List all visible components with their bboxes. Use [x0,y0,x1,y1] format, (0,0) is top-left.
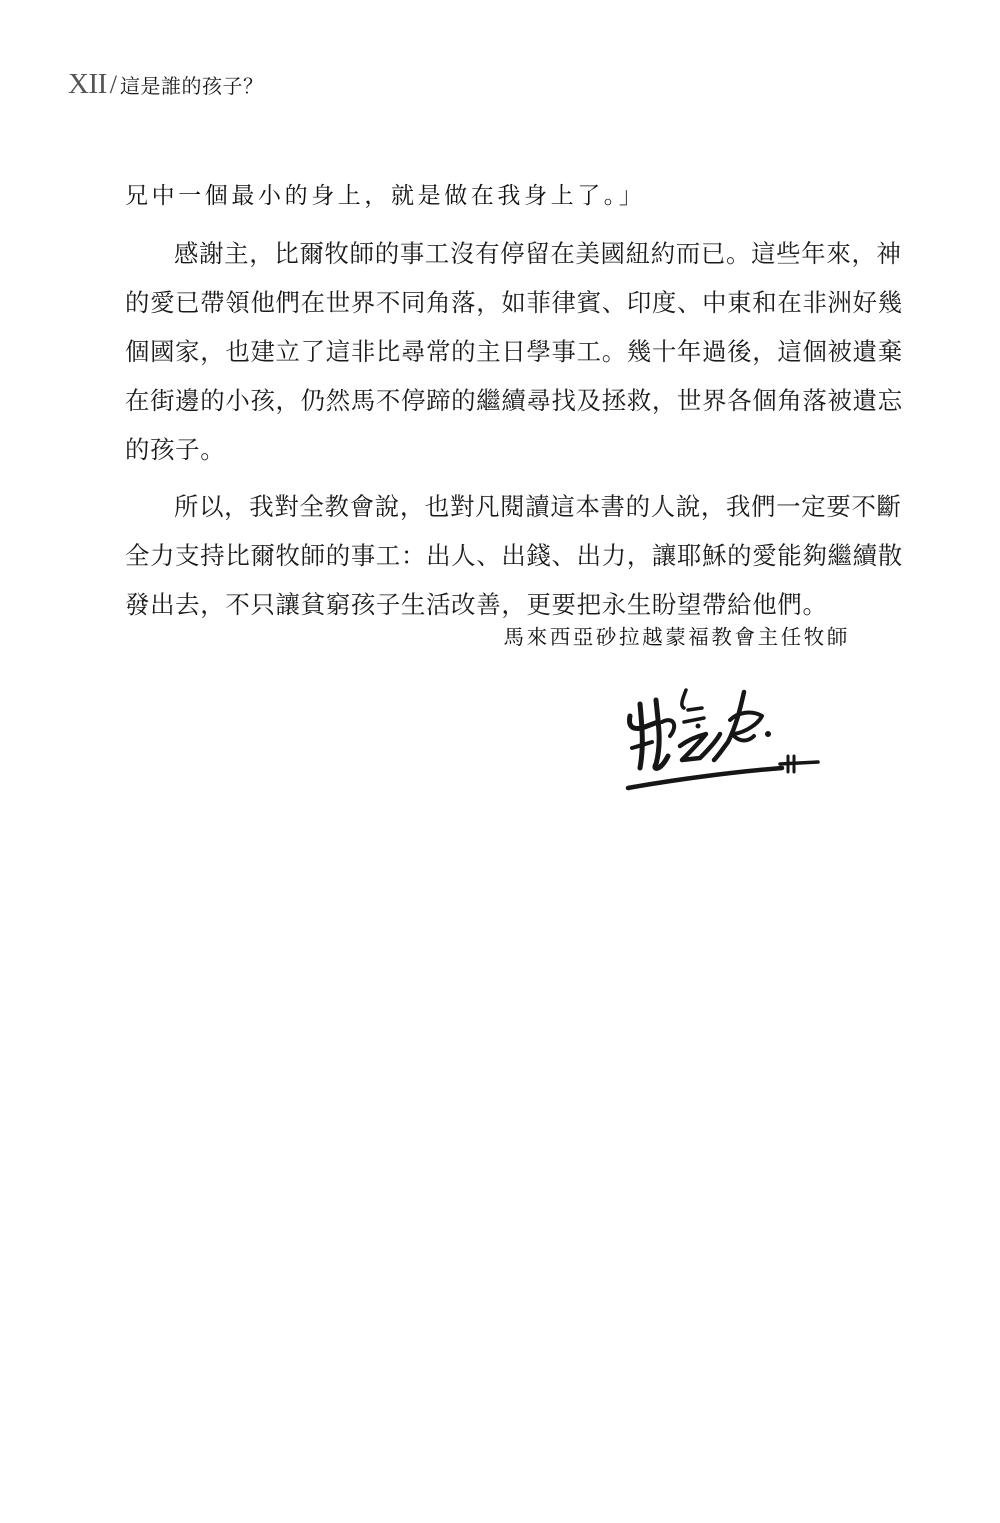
text-line: 發出去，不只讓貧窮孩子生活改善，更要把永生盼望帶給他們。 [125,590,828,619]
running-head-separator: / [109,70,117,99]
text-line: 全力支持比爾牧師的事工：出人、出錢、出力，讓耶穌的愛能夠繼續散 [125,541,903,570]
paragraph-gap [125,474,853,482]
book-title: 這是誰的孩子？ [120,74,264,98]
running-head [68,68,264,102]
signatory-title: 馬來西亞砂拉越蒙福教會主任牧師 [503,625,850,649]
text-line: 個國家，也建立了這非比尋常的主日學事工。幾十年過後，這個被遺棄 [125,337,903,366]
page-number-folio: XII [68,68,107,100]
text-line-paragraph-2-start: 所以，我對全教會說，也對凡閱讀這本書的人說，我們一定要不斷 [174,492,902,521]
handwritten-signature-icon [622,686,822,796]
text-line: 的愛已帶領他們在世界不同角落，如菲律賓、印度、中東和在非洲好幾 [125,288,903,317]
text-line-quote-end: 兄中一個最小的身上，就是做在我身上了。」 [125,183,646,209]
text-line: 在街邊的小孩，仍然馬不停蹄的繼續尋找及拯救，世界各個角落被遺忘 [125,386,903,415]
paragraph-gap [125,221,853,229]
text-line-paragraph-1-start: 感謝主，比爾牧師的事工沒有停留在美國紐約而已。這些年來，神 [174,239,902,268]
text-line: 的孩子。 [125,435,226,464]
body-text [125,172,903,629]
